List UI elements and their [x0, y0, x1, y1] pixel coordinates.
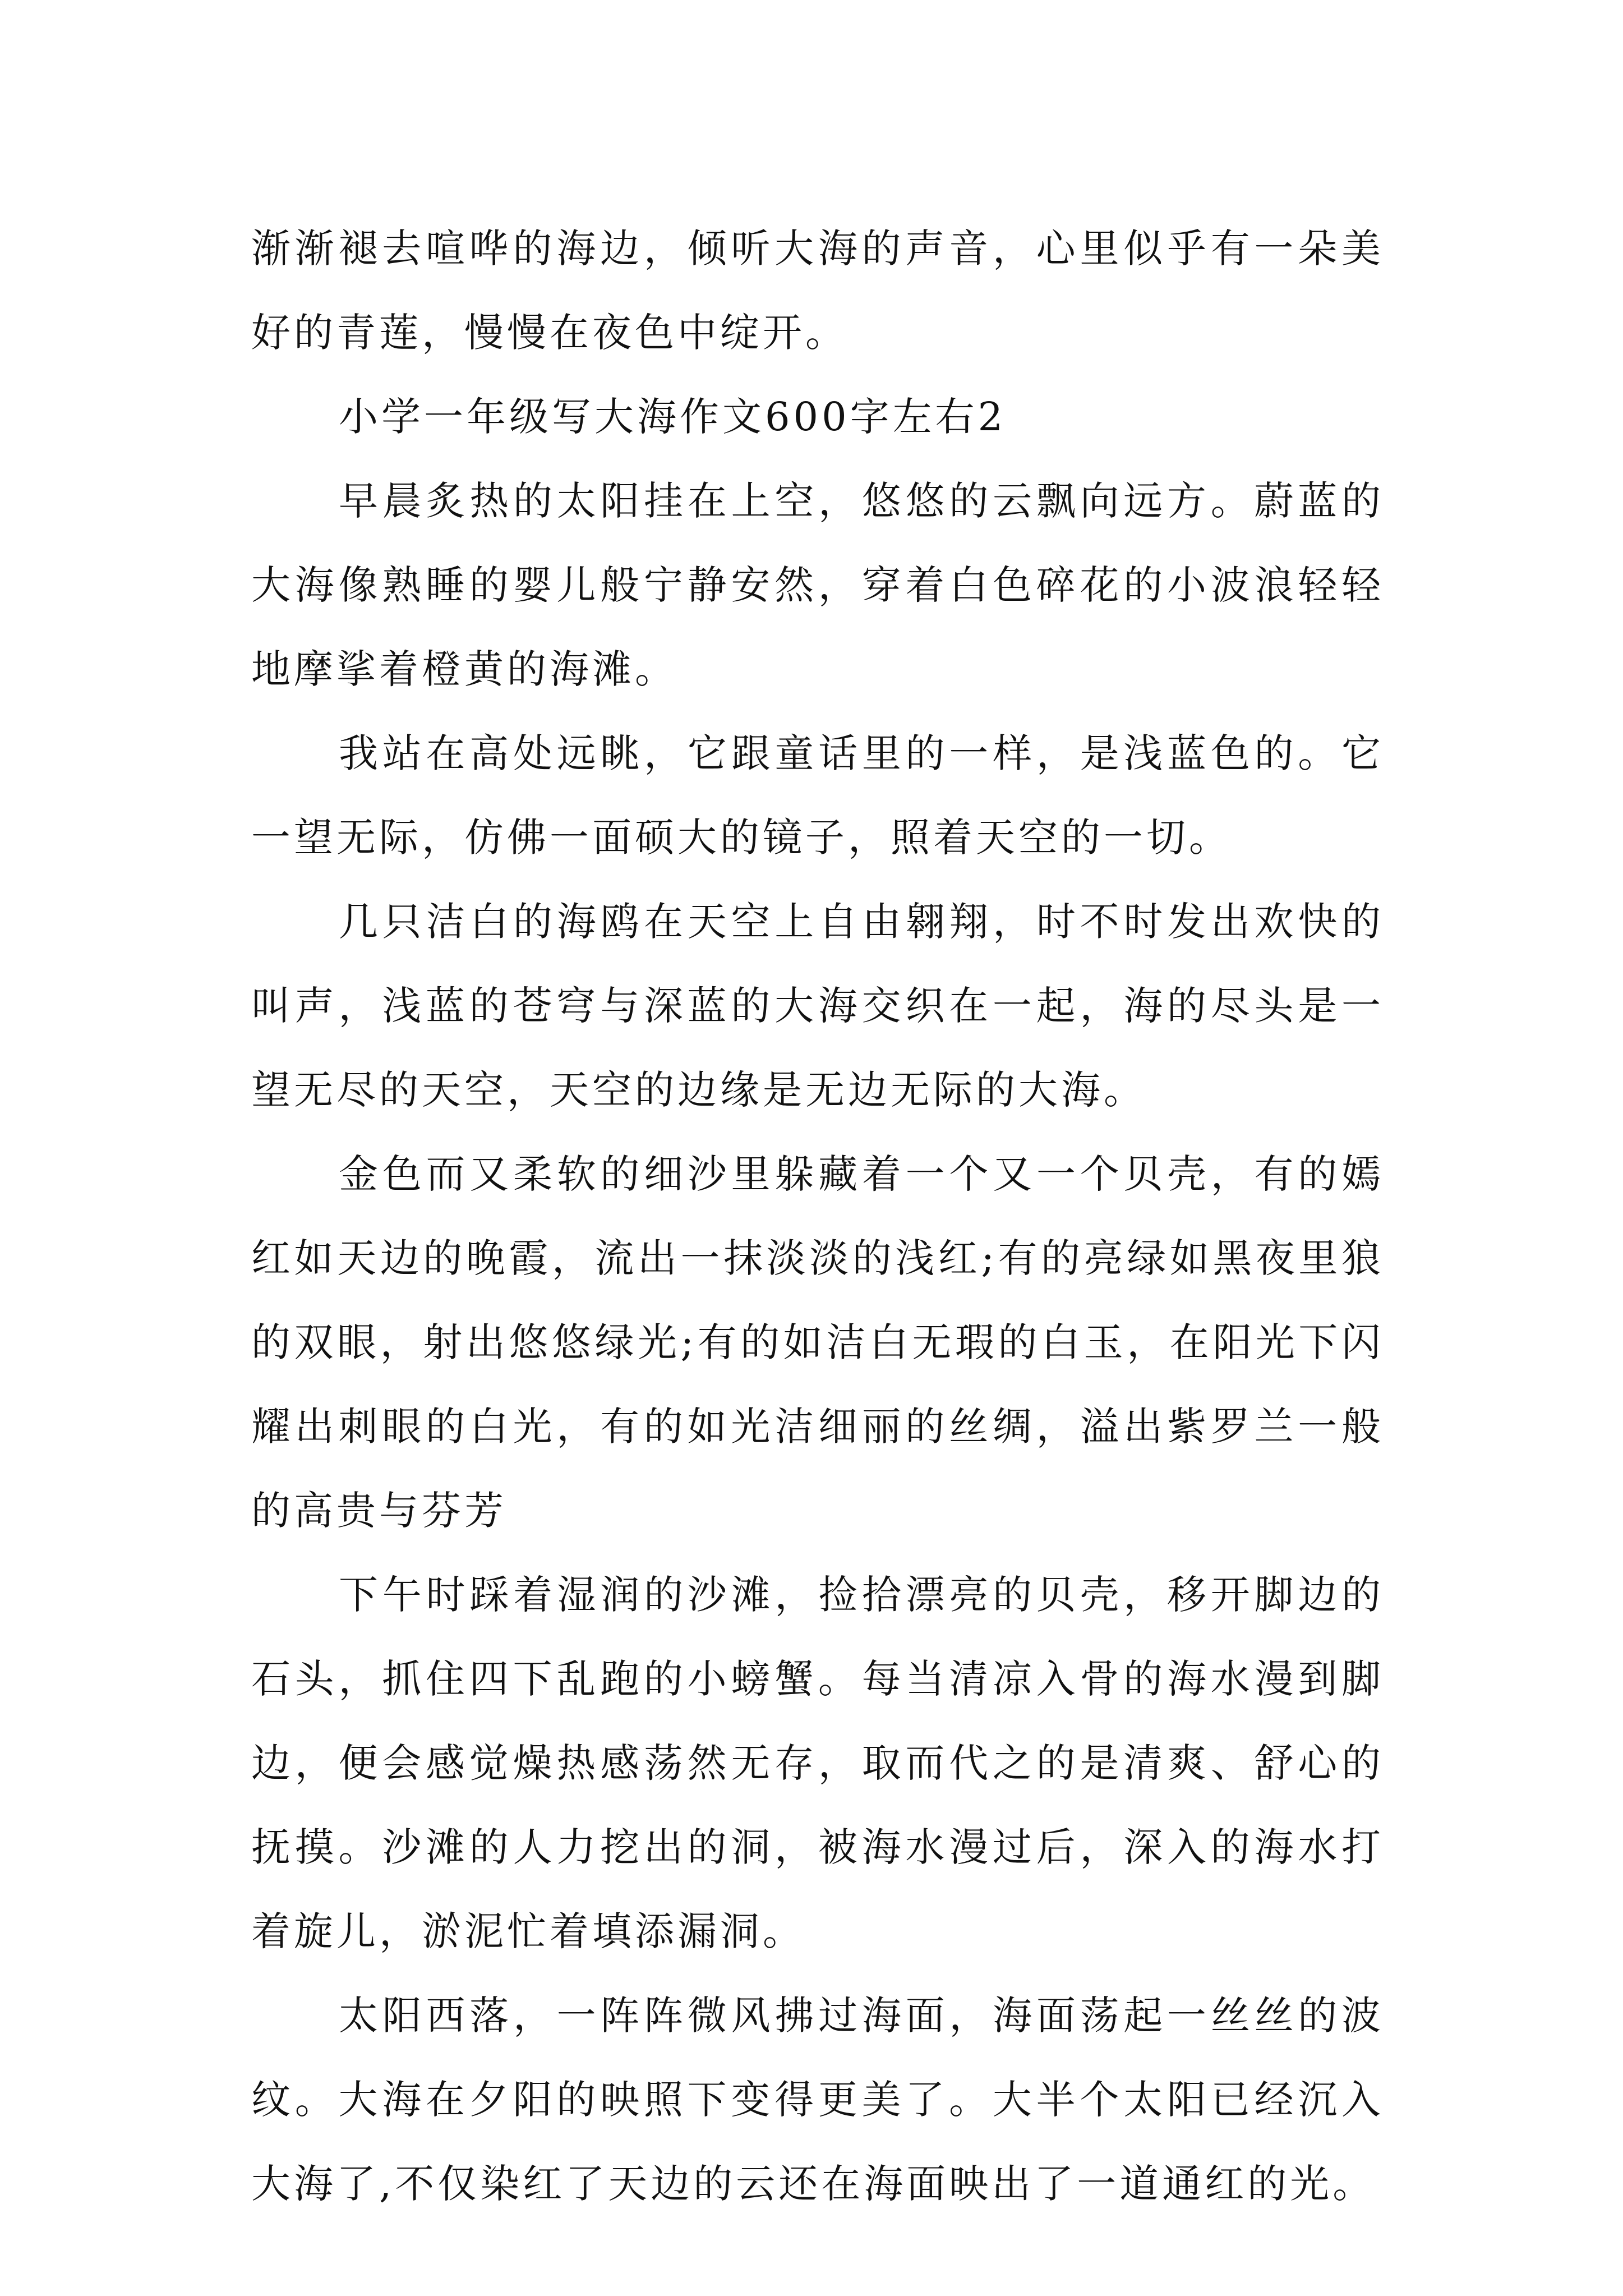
paragraph-shells: 金色而又柔软的细沙里躲藏着一个又一个贝壳，有的嫣红如天边的晚霞，流出一抹淡淡的浅红;有的亮绿如黑夜里狼的双眼，射出悠悠绿光;有的如洁白无瑕的白玉，在阳光下闪耀出刺眼的白光，有的如光洁细丽的丝绸，溢出紫罗兰一般的高贵与芬芳 — [251, 1151, 1384, 1534]
paragraph-looking-far: 我站在高处远眺，它跟童话里的一样，是浅蓝色的。它一望无际，仿佛一面硕大的镜子，照着天空的一切。 — [251, 730, 1384, 861]
essay-heading: 小学一年级写大海作文600字左右2 — [339, 394, 1007, 440]
continuation-paragraph: 渐渐褪去喧哗的海边，倾听大海的声音，心里似乎有一朵美好的青莲，慢慢在夜色中绽开。 — [251, 226, 1384, 356]
paragraph-sunset: 太阳西落，一阵阵微风拂过海面，海面荡起一丝丝的波纹。大海在夕阳的映照下变得更美了。大半个太阳已经沉入大海了,不仅染红了天边的云还在海面映出了一道通红的光。 — [251, 1993, 1384, 2207]
essay-body — [251, 206, 1384, 2226]
paragraph-seagulls: 几只洁白的海鸥在天空上自由翱翔，时不时发出欢快的叫声，浅蓝的苍穹与深蓝的大海交织在一起，海的尽头是一望无尽的天空，天空的边缘是无边无际的大海。 — [251, 899, 1384, 1113]
paragraph-afternoon-beach: 下午时踩着湿润的沙滩，捡拾漂亮的贝壳，移开脚边的石头，抓住四下乱跑的小螃蟹。每当清凉入骨的海水漫到脚边，便会感觉燥热感荡然无存，取而代之的是清爽、舒心的抚摸。沙滩的人力挖出的洞，被海水漫过后，深入的海水打着旋儿，淤泥忙着填添漏洞。 — [251, 1572, 1384, 1954]
paragraph-morning-sea: 早晨炙热的太阳挂在上空，悠悠的云飘向远方。蔚蓝的大海像熟睡的婴儿般宁静安然，穿着白色碎花的小波浪轻轻地摩挲着橙黄的海滩。 — [251, 478, 1384, 692]
